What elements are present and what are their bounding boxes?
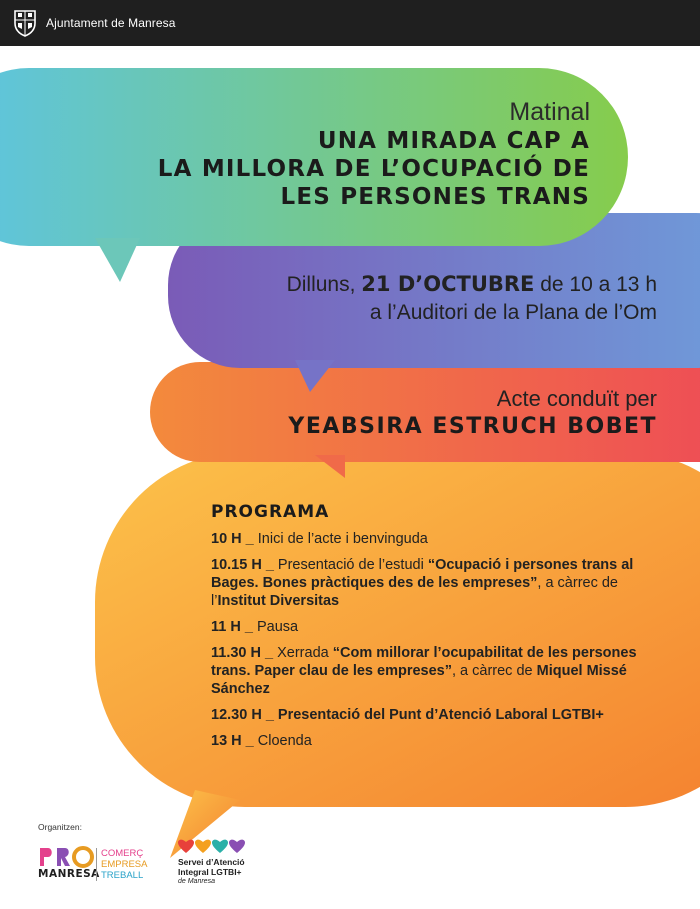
programme-item	[211, 530, 661, 548]
programme-item-text: Xerrada	[277, 645, 333, 661]
programme-item-text: Miquel Missé Sánchez	[211, 663, 627, 697]
event-venue: a l’Auditori de la Plana de l’Om	[369, 301, 657, 324]
event-date-block	[137, 270, 657, 327]
programme-item	[211, 556, 661, 610]
lgbt-logo-line-1: Servei d’Atenció	[178, 857, 245, 867]
event-date-line	[137, 270, 657, 299]
programme-title: PROGRAMA	[211, 502, 330, 522]
organizers-label: Organitzen:	[38, 822, 82, 832]
lgbt-logo-line-2: Integral LGTBI+	[178, 867, 242, 877]
programme-item-text: Presentació de l’estudi	[277, 557, 428, 573]
host-kicker: Acte conduït per	[496, 386, 657, 411]
programme-item-time: 13 H _	[211, 733, 258, 749]
programme-item	[211, 732, 661, 750]
programme-block	[211, 502, 661, 758]
pro-logo-mark-icon	[38, 846, 94, 868]
programme-item-text: , a càrrec de l’	[211, 575, 618, 609]
pro-logo-word: MANRESA	[38, 868, 100, 880]
programme-item-time: 10.15 H _	[211, 557, 278, 573]
programme-item-text: “Ocupació i persones trans al Bages. Bones pràctiques des de les empreses”	[211, 557, 634, 591]
host-name: YEABSIRA ESTRUCH BOBET	[288, 414, 657, 439]
lgbti-service-logo	[178, 838, 268, 886]
programme-item-text: “Com millorar l’ocupabilitat de les persones trans. Paper clau de les empreses”	[211, 645, 637, 679]
date-highlight: 21 D’OCTUBRE	[361, 272, 535, 296]
event-title-line-2: LA MILLORA DE L’OCUPACIÓ DE	[157, 156, 590, 182]
programme-item-text: Pausa	[256, 619, 299, 635]
programme-item	[211, 706, 661, 724]
event-title-block	[10, 97, 590, 211]
programme-item-text: Presentació del Punt d’Atenció Laboral LGTBI+	[277, 707, 604, 723]
date-prefix: Dilluns,	[286, 273, 362, 296]
pro-logo-line-3: TREBALL	[101, 870, 144, 881]
event-kicker: Matinal	[509, 98, 590, 126]
programme-item-time: 10 H _	[211, 531, 258, 547]
pro-logo-line-1: COMERÇ	[101, 848, 144, 859]
pro-manresa-logo	[38, 846, 158, 882]
programme-list	[211, 530, 661, 750]
event-title-line-1: UNA MIRADA CAP A	[317, 128, 590, 154]
programme-item-text: Institut Diversitas	[217, 593, 340, 609]
event-host-block	[97, 385, 657, 442]
date-suffix: de 10 a 13 h	[534, 273, 657, 296]
programme-item	[211, 644, 661, 698]
programme-item-time: 12.30 H _	[211, 707, 278, 723]
programme-item-text: Inici de l’acte i benvinguda	[257, 531, 428, 547]
programme-item	[211, 618, 661, 636]
hearts-icon	[178, 838, 246, 854]
programme-item-time: 11 H _	[211, 619, 257, 635]
event-title-line-3: LES PERSONES TRANS	[280, 184, 590, 210]
pro-logo-sublines	[96, 848, 147, 881]
programme-item-time: 11.30 H _	[211, 645, 278, 661]
programme-item-text: , a càrrec de	[452, 663, 537, 679]
pro-logo-line-2: EMPRESA	[101, 859, 148, 870]
programme-item-text: Cloenda	[257, 733, 312, 749]
lgbt-logo-line-3: de Manresa	[178, 878, 215, 885]
org-name: Ajuntament de Manresa	[46, 16, 176, 30]
